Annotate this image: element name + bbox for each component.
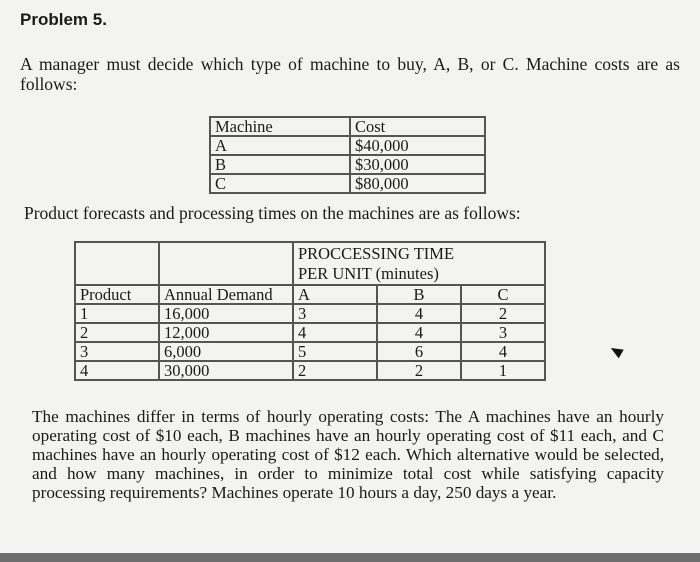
- time-c-cell: 1: [461, 361, 545, 380]
- time-b-cell: 4: [377, 304, 461, 323]
- header-a: A: [293, 285, 377, 304]
- product-cell: 3: [75, 342, 159, 361]
- header-b: B: [377, 285, 461, 304]
- time-c-cell: 3: [461, 323, 545, 342]
- time-b-cell: 4: [377, 323, 461, 342]
- header-cost: Cost: [350, 117, 485, 136]
- empty-header-cell: [159, 242, 293, 285]
- demand-cell: 12,000: [159, 323, 293, 342]
- intro-paragraph: A manager must decide which type of machine to buy, A, B, or C. Machine costs are as follows:: [20, 54, 680, 94]
- table-row: [75, 304, 545, 323]
- header-product: Product: [75, 285, 159, 304]
- table-row: [210, 136, 485, 155]
- table-header-row: [75, 285, 545, 304]
- time-a-cell: 2: [293, 361, 377, 380]
- forecast-text: Product forecasts and processing times on the machines are as follows:: [24, 203, 521, 223]
- table-row: [75, 361, 545, 380]
- mouse-cursor-icon: [608, 344, 623, 359]
- table-row: [75, 323, 545, 342]
- table-row: [210, 174, 485, 193]
- problem-title: Problem 5.: [20, 10, 107, 29]
- header-machine: Machine: [210, 117, 350, 136]
- time-a-cell: 3: [293, 304, 377, 323]
- time-c-cell: 2: [461, 304, 545, 323]
- demand-cell: 16,000: [159, 304, 293, 323]
- group-header-row: [75, 242, 545, 285]
- demand-cell: 30,000: [159, 361, 293, 380]
- machine-cell: A: [210, 136, 350, 155]
- empty-header-cell: [75, 242, 159, 285]
- table-row: [210, 155, 485, 174]
- machine-cost-table: [209, 116, 486, 194]
- processing-time-header: [293, 242, 545, 285]
- bottom-edge: [0, 553, 700, 562]
- time-b-cell: 2: [377, 361, 461, 380]
- table-header-row: [210, 117, 485, 136]
- processing-header-line1: PROCCESSING TIME: [298, 244, 455, 263]
- product-cell: 4: [75, 361, 159, 380]
- table-row: [75, 342, 545, 361]
- processing-time-table: [74, 241, 546, 381]
- machine-cell: B: [210, 155, 350, 174]
- time-a-cell: 4: [293, 323, 377, 342]
- cost-cell: $30,000: [350, 155, 485, 174]
- time-b-cell: 6: [377, 342, 461, 361]
- description-paragraph: The machines differ in terms of hourly operating costs: The A machines have an hourly operating cost of $10 each, B machines have an hourly operating cost of $11 each, and C machines have an hourly operating cost of $12 each. Which alternative would be selected, and how many machines, in order to minimize total cost while satisfying capacity processing requirements? Machines operate 10 hours a day, 250 days a year.: [32, 407, 664, 502]
- demand-cell: 6,000: [159, 342, 293, 361]
- processing-header-line2: PER UNIT (minutes): [298, 264, 439, 283]
- header-annual-demand: Annual Demand: [159, 285, 293, 304]
- cost-cell: $80,000: [350, 174, 485, 193]
- time-c-cell: 4: [461, 342, 545, 361]
- machine-cell: C: [210, 174, 350, 193]
- cost-cell: $40,000: [350, 136, 485, 155]
- time-a-cell: 5: [293, 342, 377, 361]
- product-cell: 1: [75, 304, 159, 323]
- product-cell: 2: [75, 323, 159, 342]
- header-c: C: [461, 285, 545, 304]
